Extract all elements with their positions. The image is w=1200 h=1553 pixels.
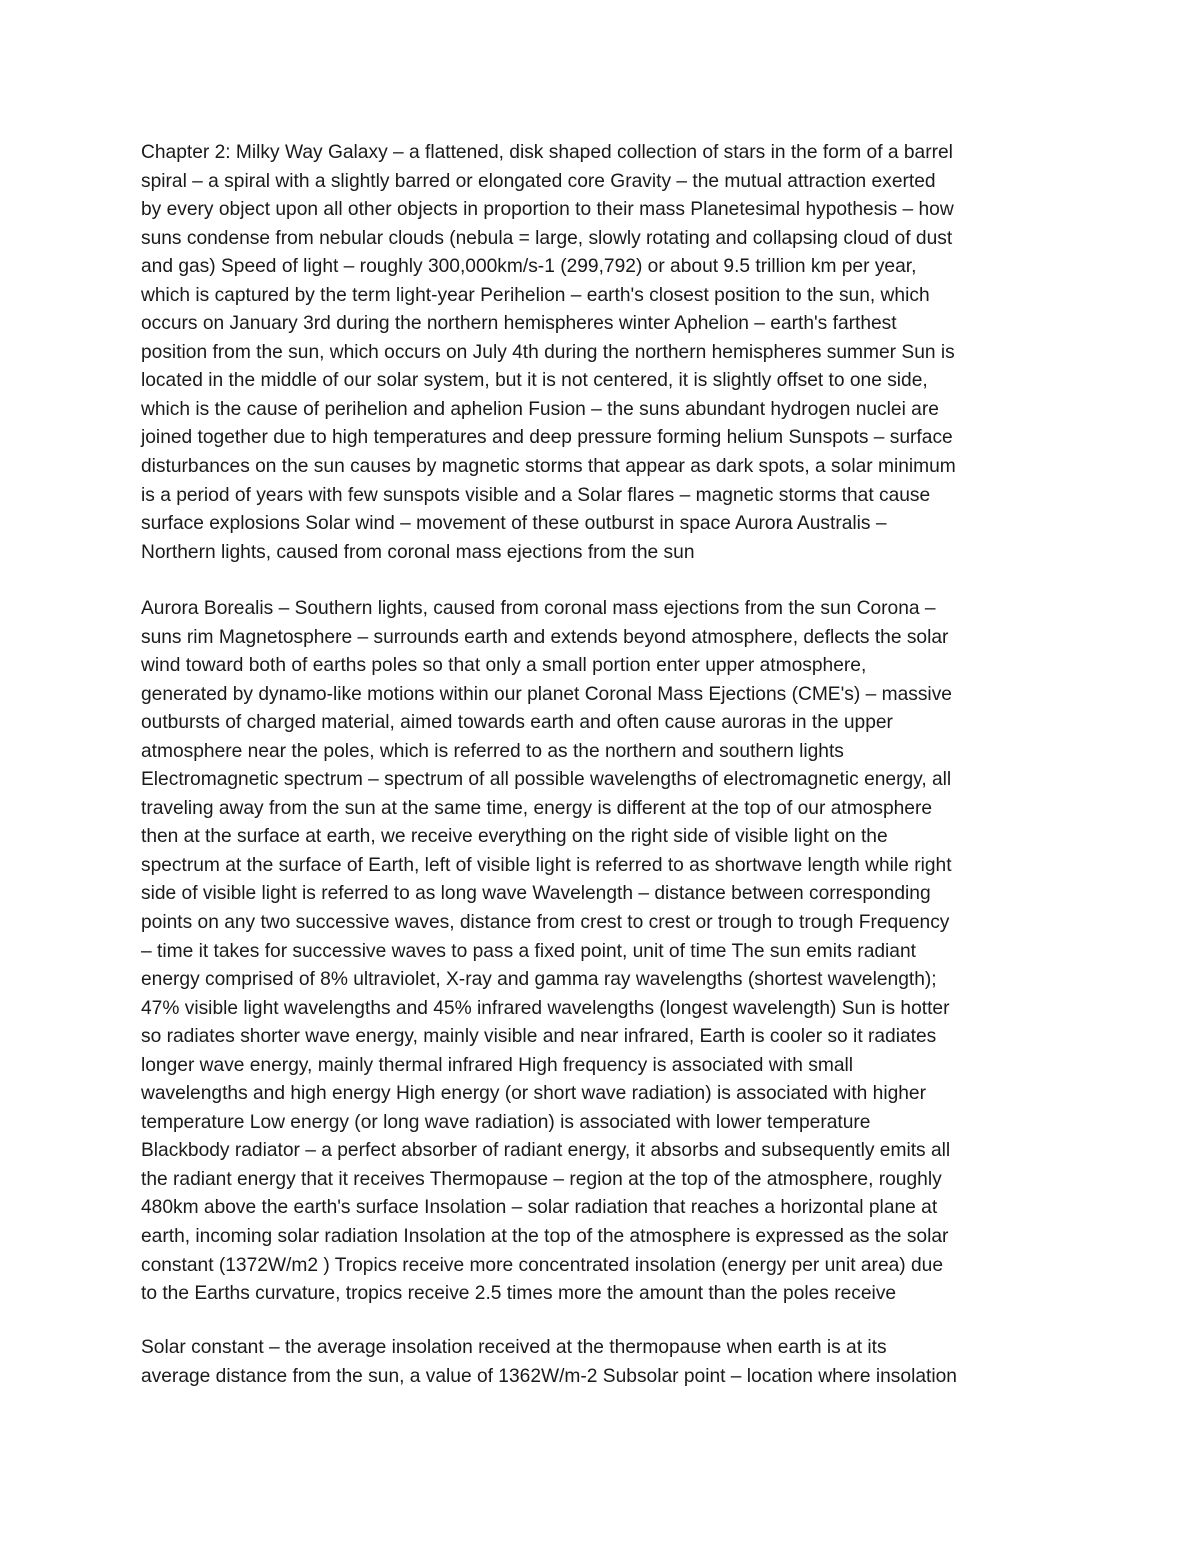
text-line: longer wave energy, mainly thermal infrared High frequency is associated with small xyxy=(141,1054,854,1076)
text-line: spiral – a spiral with a slightly barred or elongated core Gravity – the mutual attraction exerted xyxy=(141,170,936,192)
text-line: constant (1372W/m2 ) Tropics receive more concentrated insolation (energy per unit area) due xyxy=(141,1254,944,1276)
text-line: spectrum at the surface of Earth, left of visible light is referred to as shortwave length while right xyxy=(141,854,952,876)
text-line: atmosphere near the poles, which is referred to as the northern and southern lights xyxy=(141,740,844,762)
text-line: wind toward both of earths poles so that only a small portion enter upper atmosphere, xyxy=(141,655,867,677)
text-line: to the Earths curvature, tropics receive 2.5 times more the amount than the poles receive xyxy=(141,1283,897,1305)
text-line: 47% visible light wavelengths and 45% infrared wavelengths (longest wavelength) Sun is hotter xyxy=(141,997,950,1019)
text-line: which is the cause of perihelion and aphelion Fusion – the suns abundant hydrogen nuclei are xyxy=(141,398,939,420)
text-line: position from the sun, which occurs on July 4th during the northern hemispheres summer Sun is xyxy=(141,341,955,363)
text-line: Northern lights, caused from coronal mass ejections from the sun xyxy=(141,541,695,563)
text-line: side of visible light is referred to as long wave Wavelength – distance between corresponding xyxy=(141,883,931,905)
text-line: which is captured by the term light-year Perihelion – earth's closest position to the sun, which xyxy=(141,284,930,306)
text-line: Blackbody radiator – a perfect absorber of radiant energy, it absorbs and subsequently emits all xyxy=(141,1140,951,1162)
paragraph-solar-constant xyxy=(141,1334,1081,1391)
text-line: Chapter 2: Milky Way Galaxy – a flattened, disk shaped collection of stars in the form of a barrel xyxy=(141,142,953,163)
text-line: generated by dynamo-like motions within our planet Coronal Mass Ejections (CME's) – massive xyxy=(141,683,952,705)
text-line: Electromagnetic spectrum – spectrum of all possible wavelengths of electromagnetic energy, all xyxy=(141,769,952,791)
text-line: Solar constant – the average insolation received at the thermopause when earth is at its xyxy=(141,1337,887,1358)
text-line: located in the middle of our solar system, but it is not centered, it is slightly offset to one side, xyxy=(141,370,928,392)
text-line: is a period of years with few sunspots visible and a Solar flares – magnetic storms that cause xyxy=(141,484,931,506)
text-line: wavelengths and high energy High energy (or short wave radiation) is associated with higher xyxy=(141,1083,926,1105)
paragraph-aurora-borealis xyxy=(141,595,1081,1309)
text-line: the radiant energy that it receives Thermopause – region at the top of the atmosphere, roughly xyxy=(141,1168,942,1190)
text-line: traveling away from the sun at the same time, energy is different at the top of our atmosphere xyxy=(141,797,933,819)
text-line: energy comprised of 8% ultraviolet, X-ray and gamma ray wavelengths (shortest wavelength); xyxy=(141,969,937,991)
text-line: and gas) Speed of light – roughly 300,000km/s-1 (299,792) or about 9.5 trillion km per year, xyxy=(141,256,917,278)
text-line: by every object upon all other objects in proportion to their mass Planetesimal hypothesis – how xyxy=(141,199,954,221)
text-line: joined together due to high temperatures and deep pressure forming helium Sunspots – surface xyxy=(141,427,953,449)
text-line: suns condense from nebular clouds (nebula = large, slowly rotating and collapsing cloud of dust xyxy=(141,227,953,249)
text-line: average distance from the sun, a value of 1362W/m-2 Subsolar point – location where insolation xyxy=(141,1365,957,1387)
text-line: then at the surface at earth, we receive everything on the right side of visible light on the xyxy=(141,826,888,848)
text-line: outbursts of charged material, aimed towards earth and often cause auroras in the upper xyxy=(141,712,893,734)
text-line: points on any two successive waves, distance from crest to crest or trough to trough Frequency xyxy=(141,912,950,934)
text-line: temperature Low energy (or long wave radiation) is associated with lower temperature xyxy=(141,1111,871,1133)
text-line: surface explosions Solar wind – movement of these outburst in space Aurora Australis – xyxy=(141,513,887,535)
text-line: earth, incoming solar radiation Insolation at the top of the atmosphere is expressed as the solar xyxy=(141,1226,949,1248)
text-line: so radiates shorter wave energy, mainly visible and near infrared, Earth is cooler so it radiates xyxy=(141,1026,937,1048)
text-line: – time it takes for successive waves to pass a fixed point, unit of time The sun emits radiant xyxy=(141,940,916,962)
text-line: suns rim Magnetosphere – surrounds earth and extends beyond atmosphere, deflects the solar xyxy=(141,626,949,648)
paragraph-chapter-2-intro xyxy=(141,139,1081,567)
text-line: Aurora Borealis – Southern lights, caused from coronal mass ejections from the sun Corona – xyxy=(141,598,936,619)
text-line: occurs on January 3rd during the northern hemispheres winter Aphelion – earth's farthest xyxy=(141,313,897,335)
text-line: disturbances on the sun causes by magnetic storms that appear as dark spots, a solar minimum xyxy=(141,456,956,478)
text-line: 480km above the earth's surface Insolation – solar radiation that reaches a horizontal plane at xyxy=(141,1197,938,1219)
